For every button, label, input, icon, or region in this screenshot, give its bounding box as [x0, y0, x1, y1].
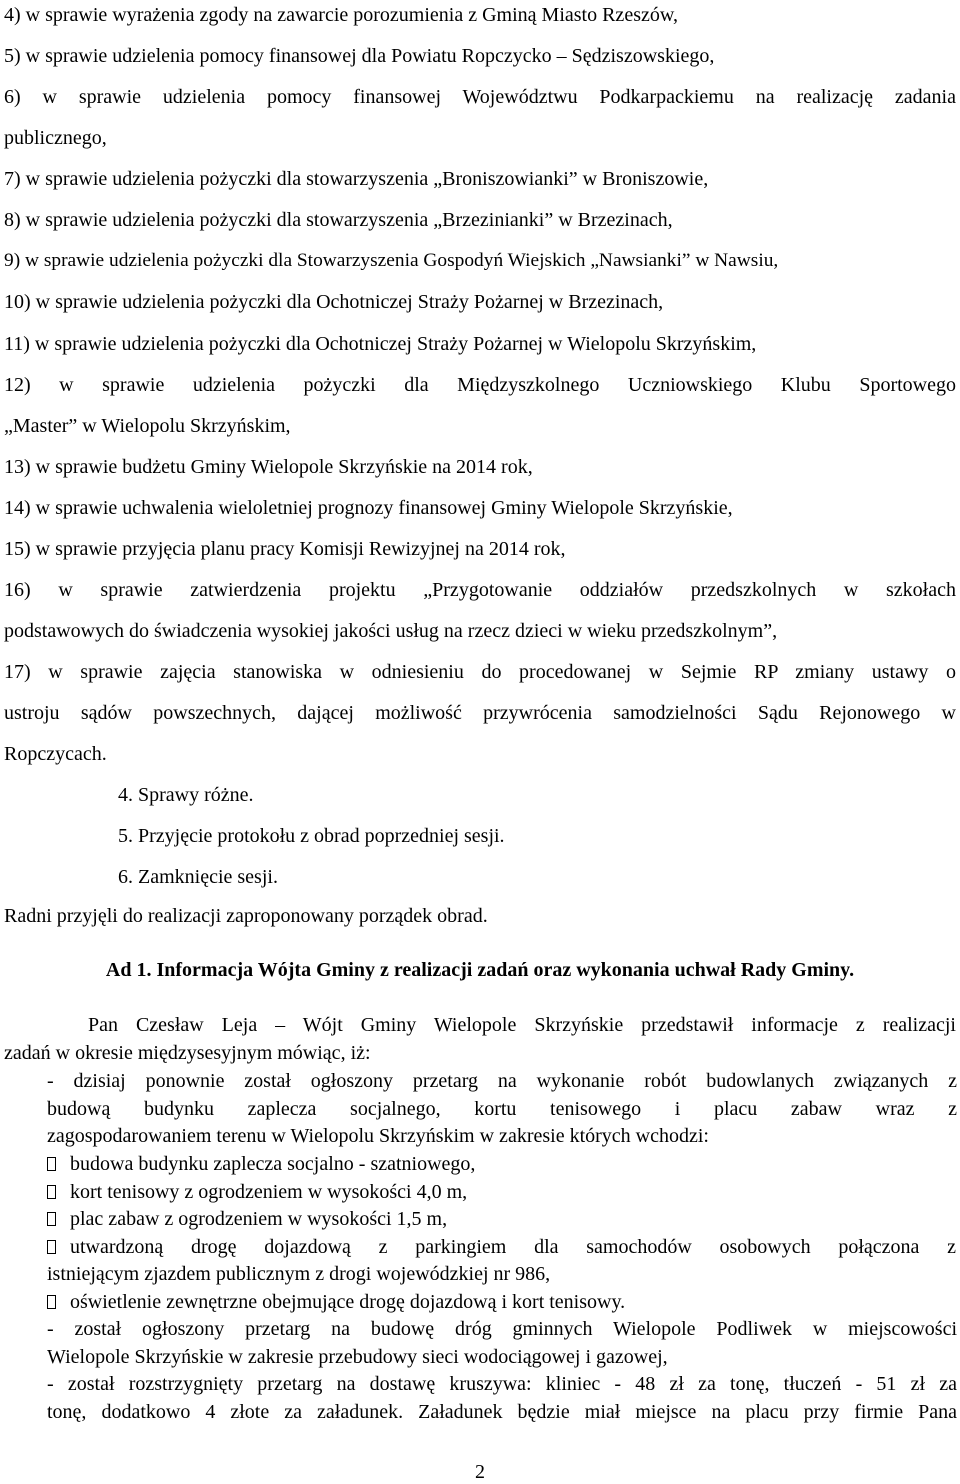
- agenda-item-15: 15) w sprawie przyjęcia planu pracy Komisji Rewizyjnej na 2014 rok,: [4, 538, 566, 560]
- bullet-text: plac zabaw z ogrodzeniem w wysokości 1,5 m,: [70, 1208, 448, 1230]
- bullet-box-icon: [47, 1185, 56, 1199]
- intro-line-2: zadań w okresie międzysesyjnym mówiąc, iż:: [4, 1042, 371, 1064]
- agenda-item-13: 13) w sprawie budżetu Gminy Wielopole Skrzyńskie na 2014 rok,: [4, 456, 533, 478]
- agenda-item-17: 17) w sprawie zajęcia stanowiska w odniesieniu do procedowanej w Sejmie RP zmiany ustawy o: [4, 661, 956, 683]
- agenda-item-12-cont: „Master” w Wielopolu Skrzyńskim,: [4, 415, 291, 437]
- dash3-line-1: - został rozstrzygnięty przetarg na dostawę kruszywa: kliniec - 48 zł za tonę, tłuczeń - 51 zł za: [47, 1373, 957, 1395]
- bullet-box-icon: [47, 1212, 56, 1226]
- agenda-item-5: 5) w sprawie udzielenia pomocy finansowej dla Powiatu Ropczycko – Sędziszowskiego,: [4, 45, 715, 67]
- agenda-item-16-cont: podstawowych do świadczenia wysokiej jakości usług na rzecz dzieci w wieku przedszkolnym”,: [4, 620, 778, 642]
- dash2-line-2: Wielopole Skrzyńskie w zakresie przebudowy sieci wodociągowej i gazowej,: [47, 1346, 668, 1368]
- bullet-item: [47, 1235, 957, 1259]
- agenda-item-10: 10) w sprawie udzielenia pożyczki dla Ochotniczej Straży Pożarnej w Brzezinach,: [4, 291, 664, 313]
- bullet-text: utwardzoną drogę dojazdową z parkingiem dla samochodów osobowych połączona z: [70, 1236, 956, 1258]
- bullet-box-icon: [47, 1295, 56, 1309]
- bullet-item: [47, 1152, 957, 1176]
- bullet-text-cont: istniejącym zjazdem publicznym z drogi wojewódzkiej nr 986,: [47, 1263, 551, 1285]
- agenda-item-6-cont: publicznego,: [4, 127, 107, 149]
- dash2-line-1: - został ogłoszony przetarg na budowę dróg gminnych Wielopole Podliwek w miejscowości: [47, 1318, 957, 1340]
- bullet-item: [47, 1290, 957, 1314]
- intro-line-1: Pan Czesław Leja – Wójt Gminy Wielopole Skrzyńskie przedstawił informacje z realizacji: [88, 1014, 956, 1036]
- bullet-text: oświetlenie zewnętrzne obejmujące drogę dojazdową i kort tenisowy.: [70, 1291, 626, 1313]
- bullet-item: [47, 1180, 957, 1204]
- adopted-statement: Radni przyjęli do realizacji zaproponowany porządek obrad.: [4, 905, 488, 927]
- dash1-line-2: budową budynku zaplecza socjalnego, kortu tenisowego i placu zabaw wraz z: [47, 1098, 957, 1120]
- bullet-item: [47, 1207, 957, 1231]
- agenda-item-4: 4) w sprawie wyrażenia zgody na zawarcie porozumienia z Gminą Miasto Rzeszów,: [4, 4, 678, 26]
- numbered-item-6: 6. Zamknięcie sesji.: [118, 866, 278, 888]
- agenda-item-12: 12) w sprawie udzielenia pożyczki dla Międzyszkolnego Uczniowskiego Klubu Sportowego: [4, 374, 956, 396]
- agenda-item-7: 7) w sprawie udzielenia pożyczki dla stowarzyszenia „Broniszowianki” w Broniszowie,: [4, 168, 709, 190]
- bullet-text: kort tenisowy z ogrodzeniem w wysokości 4,0 m,: [70, 1181, 468, 1203]
- numbered-item-4: 4. Sprawy różne.: [118, 784, 254, 806]
- bullet-text: budowa budynku zaplecza socjalno - szatniowego,: [70, 1153, 476, 1175]
- numbered-item-5: 5. Przyjęcie protokołu z obrad poprzedniej sesji.: [118, 825, 505, 847]
- dash1-line-1: - dzisiaj ponownie został ogłoszony przetarg na wykonanie robót budowlanych związanych z: [47, 1070, 957, 1092]
- agenda-item-17-end: Ropczycach.: [4, 743, 107, 765]
- dash3-line-2: tonę, dodatkowo 4 złote za załadunek. Załadunek będzie miał miejsce na placu przy firmie Pana: [47, 1401, 957, 1423]
- agenda-item-11: 11) w sprawie udzielenia pożyczki dla Ochotniczej Straży Pożarnej w Wielopolu Skrzyńskim,: [4, 333, 757, 355]
- agenda-item-17-cont: ustroju sądów powszechnych, dającej możliwość przywrócenia samodzielności Sądu Rejonowego w: [4, 702, 956, 724]
- agenda-item-16: 16) w sprawie zatwierdzenia projektu „Przygotowanie oddziałów przedszkolnych w szkołach: [4, 579, 956, 601]
- page-number: 2: [475, 1461, 485, 1483]
- section-heading: Ad 1. Informacja Wójta Gminy z realizacji zadań oraz wykonania uchwał Rady Gminy.: [105, 959, 855, 981]
- bullet-box-icon: [47, 1157, 56, 1171]
- agenda-item-6: 6) w sprawie udzielenia pomocy finansowej Województwu Podkarpackiemu na realizację zadania: [4, 86, 956, 108]
- dash1-line-3: zagospodarowaniem terenu w Wielopolu Skrzyńskim w zakresie których wchodzi:: [47, 1125, 709, 1147]
- bullet-box-icon: [47, 1240, 56, 1254]
- agenda-item-9: 9) w sprawie udzielenia pożyczki dla Stowarzyszenia Gospodyń Wiejskich „Nawsianki” w Nawsiu,: [4, 250, 779, 271]
- agenda-item-8: 8) w sprawie udzielenia pożyczki dla stowarzyszenia „Brzezinianki” w Brzezinach,: [4, 209, 673, 231]
- agenda-item-14: 14) w sprawie uchwalenia wieloletniej prognozy finansowej Gminy Wielopole Skrzyńskie,: [4, 497, 733, 519]
